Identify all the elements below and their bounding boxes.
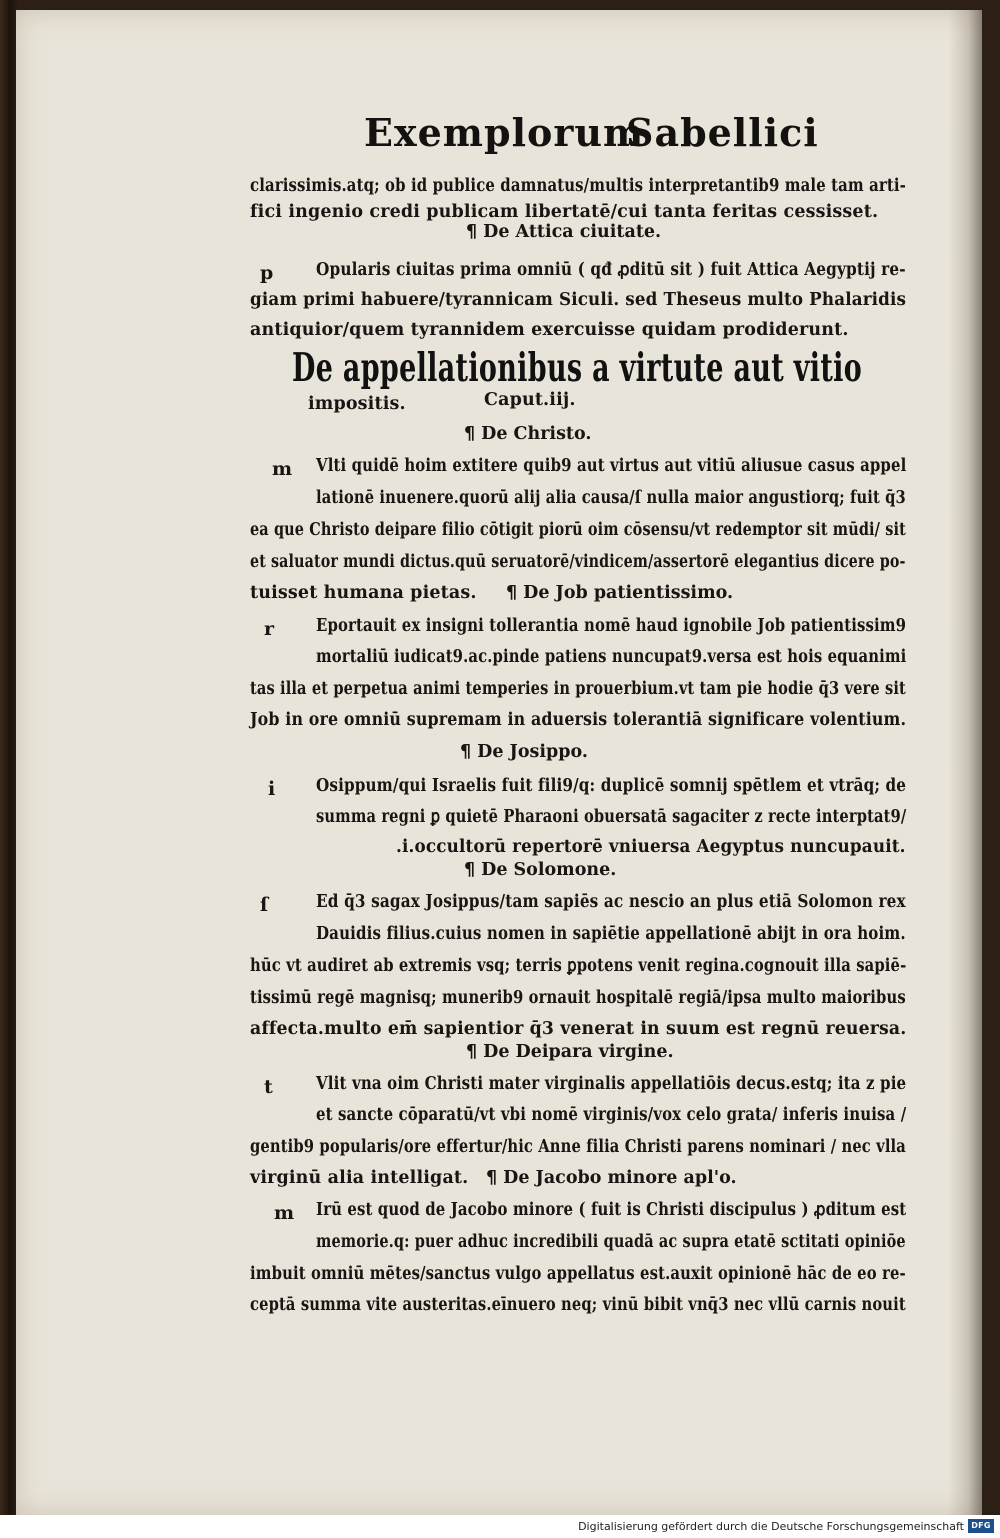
text-line: antiquior/quem tyrannidem exercuisse quidam prodiderunt. (250, 320, 849, 340)
text-line: gentib9 popularis/ore effertur/hic Anne filia Christi parens nominari / nec vlla (250, 1137, 906, 1157)
section-heading-label: De Josippo. (477, 742, 588, 762)
section-heading-job (506, 583, 733, 603)
guide-letter: r (264, 618, 275, 640)
text-line: .i.occultorū repertorē vniuersa Aegyptus nuncupauit. (396, 837, 906, 857)
section-heading-jacobo (486, 1168, 737, 1188)
section-heading-solomone (464, 860, 616, 880)
text-line: imbuit omniū mētes/sanctus vulgo appellatus est.auxit opinionē hāc de eo re- (250, 1264, 906, 1284)
text-line: et saluator mundi dictus.quū seruatorē/vindicem/assertorē elegantius dicere po- (250, 552, 906, 572)
text-line: Opularis ciuitas prima omniū ( qđ ꝓditū sit ) fuit Attica Aegyptij re- (316, 260, 906, 280)
section-heading-label: De Solomone. (481, 860, 617, 880)
chapter-subtitle: impositis. (308, 394, 406, 414)
section-heading-label: De Job patientissimo. (523, 583, 734, 603)
pilcrow-icon: ¶ (466, 222, 478, 242)
guide-letter: m (272, 458, 293, 480)
dfg-logo-icon: DFG (968, 1519, 994, 1533)
section-heading-deipara (466, 1042, 674, 1062)
text-line: tissimū regē magnisq; munerib9 ornauit hospitalē regiā/ipsa multo maioribus (250, 988, 906, 1008)
text-line: tuisset humana pietas. (250, 583, 477, 603)
section-heading-label: De Christo. (481, 424, 592, 444)
book-page (16, 10, 982, 1515)
text-line: Ed q̄3 sagax Josippus/tam sapiēs ac nescio an plus etiā Solomon rex (316, 892, 906, 912)
text-line: giam primi habuere/tyrannicam Siculi. sed Theseus multo Phalaridis (250, 290, 907, 310)
text-line: mortaliū iudicat9.ac.pinde patiens nuncupat9.versa est hois equanimi (316, 647, 907, 667)
guide-letter: i (268, 778, 276, 800)
text-line: Dauidis filius.cuius nomen in sapiētie appellationē abijt in ora hoim. (316, 924, 906, 944)
digitization-credit: Digitalisierung gefördert durch die Deutsche Forschungsgemeinschaft (578, 1520, 964, 1533)
text-line: tas illa et perpetua animi temperies in prouerbium.vt tam pie hodie q̄3 vere sit (250, 679, 906, 699)
text-line: affecta.multo em̄ sapientior q̄3 venerat in suum est regnū reuersa. (250, 1019, 907, 1039)
running-head-left: Exemplorum (364, 110, 645, 155)
pilcrow-icon: ¶ (464, 860, 476, 880)
text-line: lationē inuenere.quorū alij alia causa/ſ nulla maior angustiorq; fuit q̄3 (316, 488, 906, 508)
section-heading-label: De Jacobo minore apl'o. (503, 1168, 737, 1188)
text-line: hūc vt audiret ab extremis vsq; terris ꝑpotens venit regina.cognouit illa sapiē- (250, 956, 907, 976)
pilcrow-icon: ¶ (506, 583, 518, 603)
text-line: Vlit vna oim Christi mater virginalis appellatiōis decus.estq; ita z pie (316, 1074, 907, 1094)
text-line: clarissimis.atq; ob id publice damnatus/multis interpretantib9 male tam arti- (250, 176, 906, 196)
text-line: summa regni ꝑ quietē Pharaoni obuersatā sagaciter z recte interptat9/ (316, 807, 907, 827)
section-heading-attica (466, 222, 661, 242)
text-line: Job in ore omniū supremam in aduersis tolerantiā significare volentium. (250, 710, 907, 730)
text-line: Osippum/qui Israelis fuit fili9/q: duplicē somnij spētlem et vtrāq; de (316, 776, 907, 796)
text-line: fici ingenio credi publicam libertatē/cui tanta feritas cessisset. (250, 202, 879, 222)
guide-letter: m (274, 1202, 295, 1224)
text-line: Irū est quod de Jacobo minore ( fuit is Christi discipulus ) ꝓditum est (316, 1200, 907, 1220)
pilcrow-icon: ¶ (464, 424, 476, 444)
text-line: virginū alia intelligat. (250, 1168, 469, 1188)
guide-letter: t (264, 1076, 273, 1098)
section-heading-label: De Deipara virgine. (483, 1042, 674, 1062)
text-line: ea que Christo deipare filio cōtigit piorū oim cōsensu/vt redemptor sit mūdi/ sit (250, 520, 906, 540)
pilcrow-icon: ¶ (466, 1042, 478, 1062)
section-heading-label: De Attica ciuitate. (483, 222, 662, 242)
text-line: memorie.q: puer adhuc incredibili quadā ac supra etatē sctitati opiniōe (316, 1232, 906, 1252)
guide-letter: ſ (260, 894, 269, 916)
text-line: ceptā summa vite austeritas.eīnuero neq; vinū bibit vnq̄3 nec vllū carnis nouit (250, 1295, 906, 1315)
guide-letter: p (260, 262, 274, 284)
chapter-title: De appellationibus a virtute aut vitio (292, 345, 863, 391)
page-gutter-shadow (948, 10, 982, 1515)
text-line: Eportauit ex insigni tollerantia nomē haud ignobile Job patientissim9 (316, 616, 907, 636)
running-head-right: Sabellici (626, 110, 819, 155)
text-line: Vlti quidē hoim extitere quib9 aut virtus aut vitiū aliusue casus appel (316, 456, 907, 476)
pilcrow-icon: ¶ (460, 742, 472, 762)
text-line: et sancte cōparatū/vt vbi nomē virginis/vox celo grata/ inferis inuisa / (316, 1105, 907, 1125)
chapter-number: Caput.iij. (484, 390, 576, 410)
pilcrow-icon: ¶ (486, 1168, 498, 1188)
section-heading-christo (464, 424, 591, 444)
section-heading-josippo (460, 742, 588, 762)
